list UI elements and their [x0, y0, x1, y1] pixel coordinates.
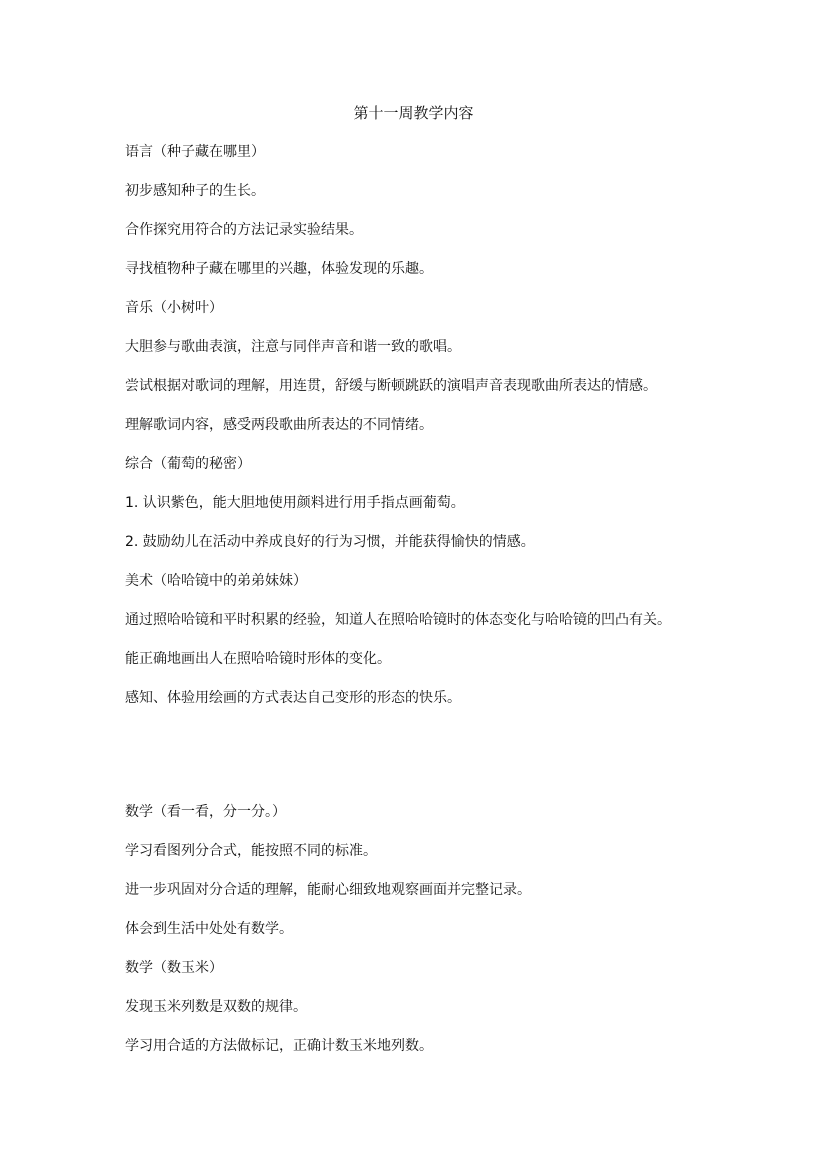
section-heading-art: 美术（哈哈镜中的弟弟妹妹） [125, 573, 307, 589]
section-heading-language: 语言（种子藏在哪里） [125, 144, 265, 160]
section-heading-math-sort: 数学（看一看，分一分。） [125, 804, 286, 820]
paragraph: 发现玉米列数是双数的规律。 [125, 999, 307, 1015]
paragraph: 感知、体验用绘画的方式表达自己变形的形态的快乐。 [125, 690, 461, 706]
paragraph: 通过照哈哈镜和平时积累的经验，知道人在照哈哈镜时的体态变化与哈哈镜的凹凸有关。 [125, 612, 671, 628]
paragraph: 学习看图列分合式，能按照不同的标准。 [125, 843, 377, 859]
section-heading-music: 音乐（小树叶） [125, 300, 223, 316]
numbered-item: 1. 认识紫色，能大胆地使用颜料进行用手指点画葡萄。 [125, 495, 465, 511]
paragraph: 初步感知种子的生长。 [125, 183, 265, 199]
numbered-item: 2. 鼓励幼儿在活动中养成良好的行为习惯，并能获得愉快的情感。 [125, 534, 535, 550]
paragraph: 体会到生活中处处有数学。 [125, 921, 293, 937]
paragraph: 尝试根据对歌词的理解，用连贯，舒缓与断顿跳跃的演唱声音表现歌曲所表达的情感。 [125, 378, 657, 394]
paragraph: 进一步巩固对分合适的理解，能耐心细致地观察画面并完整记录。 [125, 882, 531, 898]
section-heading-integrated: 综合（葡萄的秘密） [125, 456, 251, 472]
paragraph: 寻找植物种子藏在哪里的兴趣，体验发现的乐趣。 [125, 261, 433, 277]
paragraph: 能正确地画出人在照哈哈镜时形体的变化。 [125, 651, 391, 667]
page-title: 第十一周教学内容 [353, 104, 474, 122]
paragraph: 理解歌词内容，感受两段歌曲所表达的不同情绪。 [125, 417, 433, 433]
section-heading-math-corn: 数学（数玉米） [125, 960, 223, 976]
paragraph: 学习用合适的方法做标记，正确计数玉米地列数。 [125, 1038, 433, 1054]
paragraph: 合作探究用符合的方法记录实验结果。 [125, 222, 363, 238]
paragraph: 大胆参与歌曲表演，注意与同伴声音和谐一致的歌唱。 [125, 339, 461, 355]
